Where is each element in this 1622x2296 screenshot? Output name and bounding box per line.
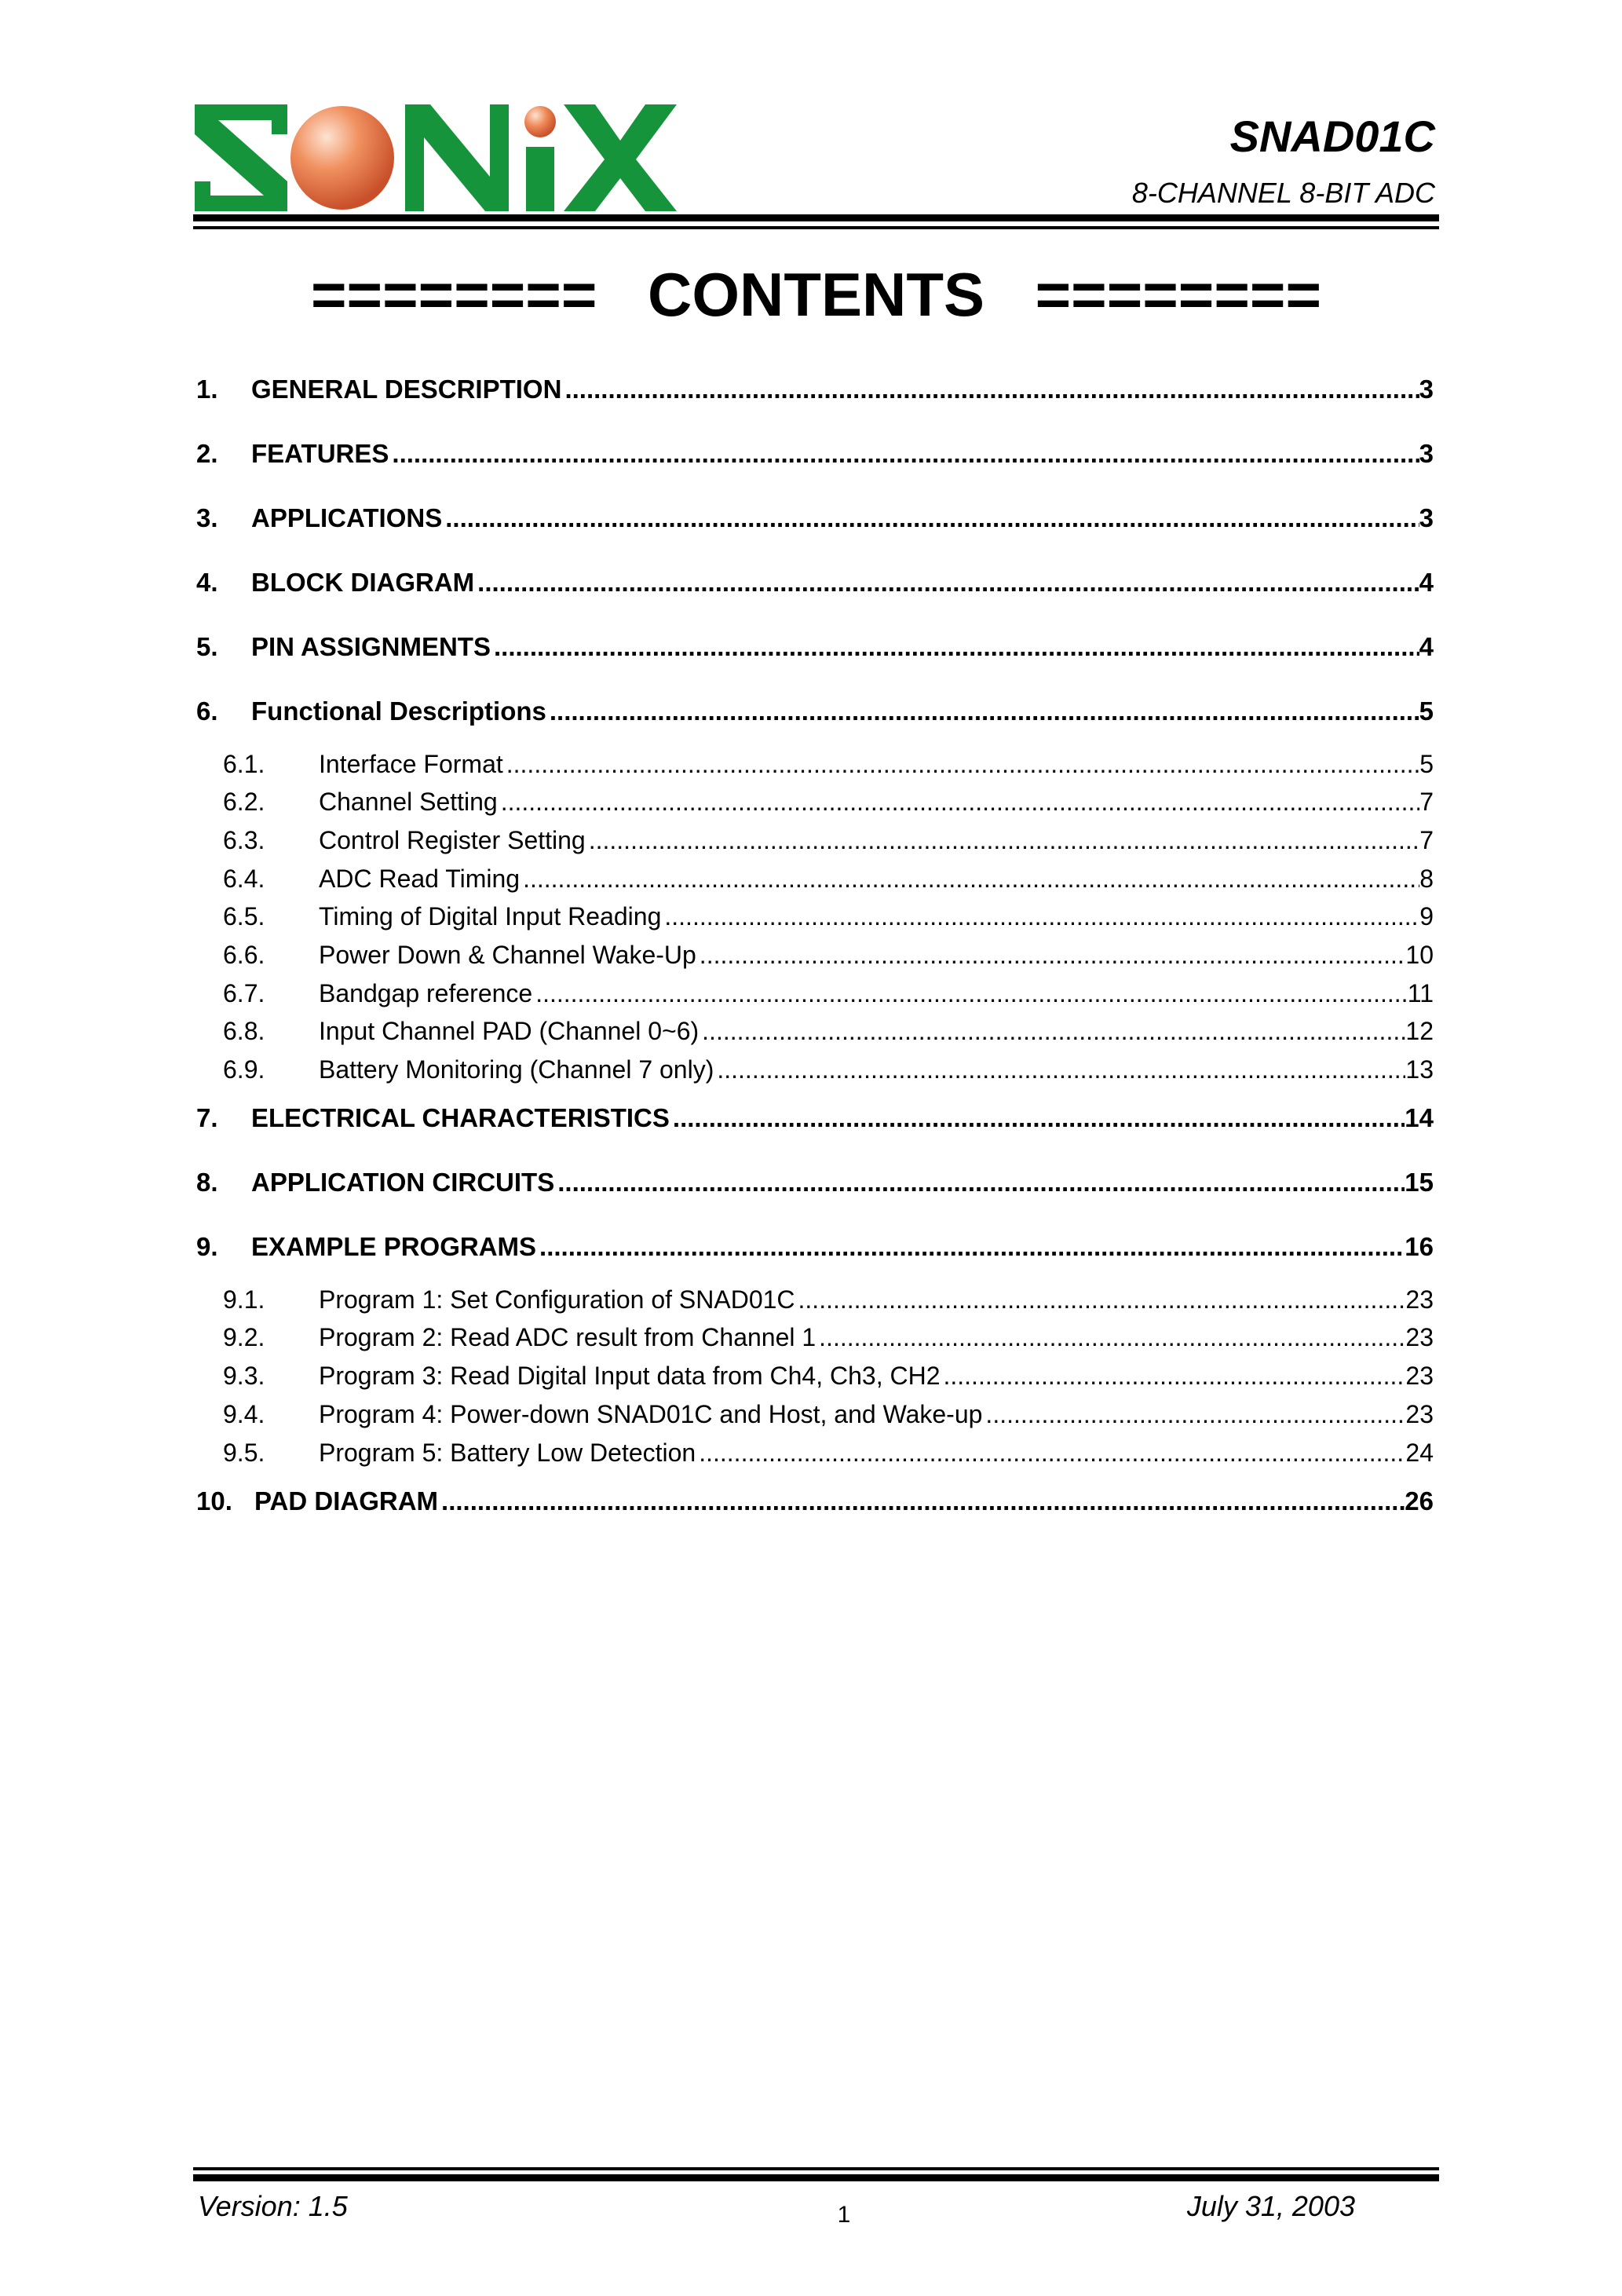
sonix-logo	[195, 104, 677, 211]
toc-page: 7	[1419, 827, 1434, 854]
toc-number: 6.	[196, 697, 218, 726]
toc-leader	[442, 504, 1419, 532]
toc-number: 4.	[196, 569, 218, 597]
toc-subentry[interactable]	[196, 1401, 1434, 1428]
toc-entry[interactable]	[196, 633, 1434, 661]
toc-label: Timing of Digital Input Reading	[319, 903, 662, 930]
toc-number: 1.	[196, 375, 218, 404]
toc-label: Program 2: Read ADC result from Channel 1	[319, 1324, 816, 1351]
toc-page: 4	[1419, 633, 1434, 661]
logo-sphere	[290, 106, 394, 210]
toc-number: 3.	[196, 504, 218, 532]
toc-label: APPLICATIONS	[251, 504, 443, 532]
toc-entry[interactable]	[196, 504, 1434, 532]
toc-leader	[696, 941, 1406, 969]
toc-label: APPLICATION CIRCUITS	[251, 1168, 555, 1197]
toc-number: 6.8.	[223, 1018, 265, 1045]
toc-label: Program 4: Power-down SNAD01C and Host, and Wake-up	[319, 1401, 983, 1428]
toc-label: Program 1: Set Configuration of SNAD01C	[319, 1286, 795, 1314]
toc-leader	[438, 1487, 1405, 1515]
logo-letter-s	[195, 104, 287, 211]
toc-number: 8.	[196, 1168, 218, 1197]
toc-number: 6.6.	[223, 941, 265, 969]
toc-label: Power Down & Channel Wake-Up	[319, 941, 696, 969]
toc-number: 9.5.	[223, 1439, 265, 1467]
toc-page: 11	[1407, 980, 1434, 1007]
doc-code: SNAD01C	[1229, 112, 1435, 161]
toc-leader	[670, 1104, 1405, 1132]
toc-leader	[503, 751, 1419, 778]
toc-subentry[interactable]	[196, 903, 1434, 930]
toc-label: Control Register Setting	[319, 827, 586, 854]
toc-subentry[interactable]	[196, 827, 1434, 854]
footer-rule-thin	[193, 2167, 1439, 2170]
toc-label: GENERAL DESCRIPTION	[251, 375, 562, 404]
footer-page-number: 1	[837, 2202, 851, 2228]
toc-entry[interactable]	[196, 1168, 1434, 1197]
toc-page: 14	[1405, 1104, 1434, 1132]
toc-number: 10.	[196, 1487, 232, 1515]
title-left-equals: ========	[311, 260, 597, 329]
toc-entry[interactable]	[196, 440, 1434, 468]
toc-leader	[536, 1233, 1405, 1261]
toc-leader	[520, 865, 1419, 893]
logo-letter-n	[405, 104, 509, 211]
toc-entry[interactable]	[196, 569, 1434, 597]
toc-label: ADC Read Timing	[319, 865, 521, 893]
footer-rule-thick	[193, 2174, 1439, 2181]
toc-leader	[940, 1362, 1405, 1390]
toc-number: 2.	[196, 440, 218, 468]
toc-entry[interactable]	[196, 1487, 1434, 1515]
toc-subentry[interactable]	[196, 751, 1434, 778]
toc-subentry[interactable]	[196, 865, 1434, 893]
toc-leader	[474, 569, 1419, 597]
toc-number: 7.	[196, 1104, 218, 1132]
toc-label: Channel Setting	[319, 788, 498, 816]
toc-label: PAD DIAGRAM	[254, 1487, 439, 1515]
toc-label: Program 5: Battery Low Detection	[319, 1439, 696, 1467]
logo-letter-i	[526, 147, 554, 211]
toc-label: Interface Format	[319, 751, 503, 778]
toc-label: Battery Monitoring (Channel 7 only)	[319, 1056, 714, 1084]
toc-subentry[interactable]	[196, 1018, 1434, 1045]
toc-number: 6.9.	[223, 1056, 265, 1084]
toc-leader	[586, 827, 1419, 854]
footer-version: Version: 1.5	[198, 2190, 348, 2222]
toc-number: 9.2.	[223, 1324, 265, 1351]
toc-page: 3	[1419, 440, 1434, 468]
toc-subentry[interactable]	[196, 1286, 1434, 1314]
footer-date: July 31, 2003	[1186, 2190, 1355, 2222]
toc-number: 6.5.	[223, 903, 265, 930]
header-rule-thick	[193, 214, 1439, 221]
toc-entry[interactable]	[196, 375, 1434, 404]
toc-number: 9.3.	[223, 1362, 265, 1390]
header-rule-thin	[193, 226, 1439, 229]
toc-leader	[816, 1324, 1405, 1351]
toc-page: 23	[1405, 1324, 1434, 1351]
toc-leader	[491, 633, 1419, 661]
logo-i-dot	[524, 106, 556, 137]
toc-subentry[interactable]	[196, 1439, 1434, 1467]
toc-page: 10	[1405, 941, 1434, 969]
toc-leader	[982, 1401, 1405, 1428]
toc-number: 6.2.	[223, 788, 265, 816]
toc-page: 26	[1405, 1487, 1434, 1515]
toc-label: Functional Descriptions	[251, 697, 546, 726]
toc-label: ELECTRICAL CHARACTERISTICS	[251, 1104, 670, 1132]
toc-label: EXAMPLE PROGRAMS	[251, 1233, 537, 1261]
toc-subentry[interactable]	[196, 788, 1434, 816]
toc-page: 7	[1419, 788, 1434, 816]
logo-letter-x	[564, 104, 677, 211]
toc-number: 6.4.	[223, 865, 265, 893]
toc-page: 23	[1405, 1286, 1434, 1314]
toc-page: 16	[1405, 1233, 1434, 1261]
toc-page: 5	[1419, 697, 1434, 726]
doc-subtitle: 8-CHANNEL 8-BIT ADC	[1131, 177, 1435, 209]
toc-page: 15	[1405, 1168, 1434, 1197]
toc-leader	[661, 903, 1419, 930]
toc-entry[interactable]	[196, 697, 1434, 726]
toc-subentry[interactable]	[196, 1362, 1434, 1390]
toc-leader	[554, 1168, 1405, 1197]
toc-page: 4	[1419, 569, 1434, 597]
toc-leader	[546, 697, 1419, 726]
toc-number: 5.	[196, 633, 218, 661]
toc-page: 12	[1405, 1018, 1434, 1045]
contents-title	[193, 259, 1439, 330]
toc-leader	[699, 1018, 1405, 1045]
toc-leader	[714, 1056, 1405, 1084]
toc-entry[interactable]	[196, 1104, 1434, 1132]
toc-label: PIN ASSIGNMENTS	[251, 633, 491, 661]
toc-leader	[696, 1439, 1405, 1467]
toc-number: 9.	[196, 1233, 218, 1261]
toc-page: 24	[1405, 1439, 1434, 1467]
toc-number: 6.1.	[223, 751, 265, 778]
toc-page: 3	[1419, 504, 1434, 532]
toc-page: 13	[1405, 1056, 1434, 1084]
toc-page: 23	[1405, 1362, 1434, 1390]
toc-page: 5	[1419, 751, 1434, 778]
toc-entry[interactable]	[196, 1233, 1434, 1261]
title-text: CONTENTS	[648, 260, 985, 329]
toc-number: 9.1.	[223, 1286, 265, 1314]
toc-subentry[interactable]	[196, 1056, 1434, 1084]
toc-page: 3	[1419, 375, 1434, 404]
toc-page: 9	[1419, 903, 1434, 930]
toc-label: FEATURES	[251, 440, 389, 468]
toc-number: 6.7.	[223, 980, 265, 1007]
toc-leader	[498, 788, 1419, 816]
toc-page: 23	[1405, 1401, 1434, 1428]
toc-leader	[561, 375, 1419, 404]
toc-label: Input Channel PAD (Channel 0~6)	[319, 1018, 700, 1045]
toc-label: BLOCK DIAGRAM	[251, 569, 475, 597]
toc-subentry[interactable]	[196, 980, 1434, 1007]
toc-leader	[795, 1286, 1406, 1314]
toc-subentry[interactable]	[196, 1324, 1434, 1351]
toc-label: Program 3: Read Digital Input data from Ch4, Ch3, CH2	[319, 1362, 941, 1390]
toc-subentry[interactable]	[196, 941, 1434, 969]
toc-number: 9.4.	[223, 1401, 265, 1428]
toc-number: 6.3.	[223, 827, 265, 854]
toc-leader	[532, 980, 1408, 1007]
toc-page: 8	[1419, 865, 1434, 893]
title-right-equals: ========	[1035, 260, 1321, 329]
toc-leader	[389, 440, 1419, 468]
toc-label: Bandgap reference	[319, 980, 533, 1007]
